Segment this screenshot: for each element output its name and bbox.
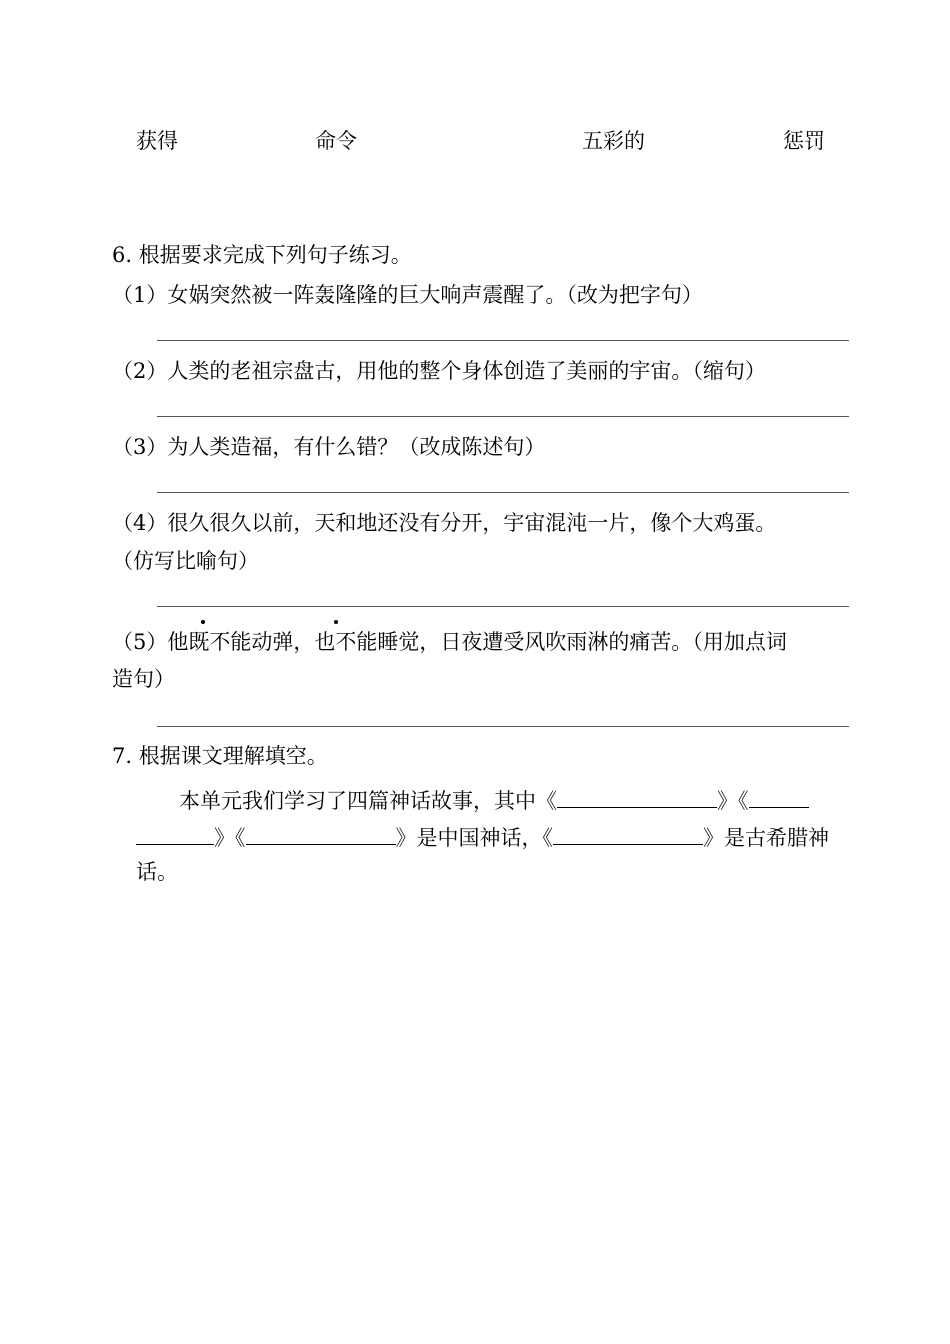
q6-answer-line-5[interactable]	[157, 726, 849, 727]
open-quote: 《	[738, 789, 749, 813]
word-3: 五彩的	[582, 129, 645, 153]
blank-title-1[interactable]	[557, 785, 717, 808]
q6-item-5-line1: （5）他既不能动弹，也不能睡觉，日夜遭受风吹雨淋的痛苦。（用加点词	[112, 630, 787, 654]
q6-answer-line-1[interactable]	[157, 340, 849, 341]
emphasis-dot-ji	[201, 620, 205, 624]
word-4: 惩罚	[783, 129, 825, 153]
word-1: 获得	[136, 129, 178, 153]
blank-title-3[interactable]	[246, 822, 396, 845]
word-2: 命令	[315, 129, 357, 153]
blank-title-4[interactable]	[553, 822, 703, 845]
q6-answer-line-3[interactable]	[157, 492, 849, 493]
open-quote: 《	[235, 826, 246, 850]
q6-item-4-line2: （仿写比喻句）	[112, 549, 259, 573]
q6-item-4-line1: （4）很久很久以前，天和地还没有分开，宇宙混沌一片，像个大鸡蛋。	[112, 511, 777, 535]
q6-item-2: （2）人类的老祖宗盘古，用他的整个身体创造了美丽的宇宙。（缩句）	[112, 359, 766, 383]
q7-heading: 7. 根据课文理解填空。	[112, 744, 328, 768]
q7-intro-text: 本单元我们学习了四篇神话故事，其中	[179, 789, 536, 813]
close-quote: 》	[717, 789, 738, 813]
q6-item-3: （3）为人类造福，有什么错？（改成陈述句）	[112, 435, 546, 459]
close-quote: 》	[395, 826, 417, 850]
open-quote: 《	[536, 789, 557, 813]
blank-title-2-start[interactable]	[749, 785, 809, 808]
close-quote: 》	[214, 826, 235, 850]
q7-mid-text: 是中国神话，	[416, 826, 543, 850]
open-quote: 《	[542, 826, 553, 850]
q6-item-1: （1）女娲突然被一阵轰隆隆的巨大响声震醒了。（改为把字句）	[112, 283, 703, 307]
q7-end-text: 是古希腊神	[724, 826, 829, 850]
q7-line-2	[136, 822, 829, 850]
emphasis-dot-ye	[334, 620, 338, 624]
q6-answer-line-4[interactable]	[157, 606, 849, 607]
q7-line-1	[179, 785, 809, 813]
q6-item-5-line2: 造句）	[112, 667, 175, 691]
q6-heading: 6. 根据要求完成下列句子练习。	[112, 243, 412, 267]
q6-answer-line-2[interactable]	[157, 416, 849, 417]
q7-line-3: 话。	[136, 860, 178, 884]
close-quote: 》	[703, 826, 724, 850]
blank-title-2-end[interactable]	[136, 822, 214, 845]
